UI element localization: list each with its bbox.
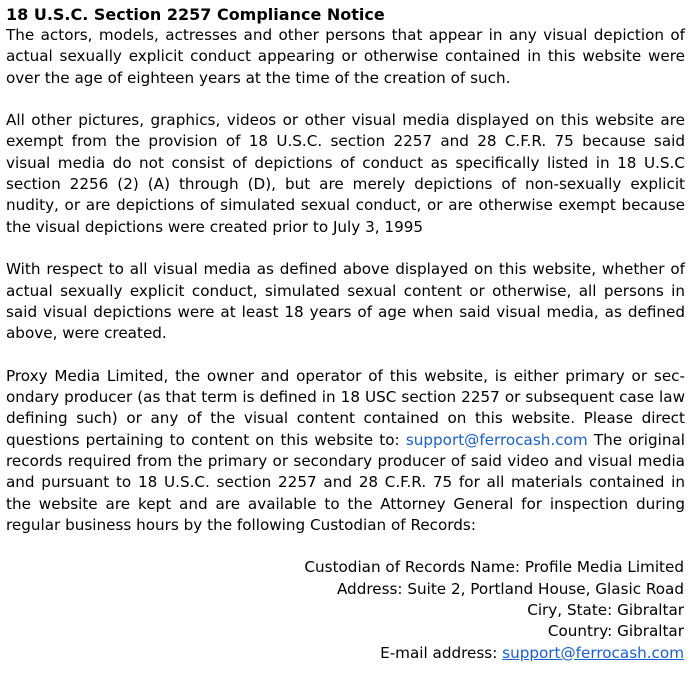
custodian-email-label: E-mail address: bbox=[380, 643, 503, 662]
custodian-country: Country: Gibraltar bbox=[547, 622, 684, 641]
producer-text-after-link: The original records required from the primary or secondary producer of said video and visual media and pursuant to 18 U.S.C. section 2257 and 28 C.F.R. 75 for all materials contained in the website are kept and are available to the Attorney General for inspection during regular business hours by the following Custodian of Records: bbox=[6, 430, 686, 534]
producer-text-before-link: Proxy Media Limited, the owner and operator of this website, is either primary or secondary producer (as that term is defined in 18 USC section 2257 or subsequent case law defining such) or any of the visual content contained on this website. Please direct questions pertaining to content on this website to: bbox=[6, 366, 685, 449]
notice-title: 18 U.S.C. Section 2257 Compliance Notice bbox=[6, 5, 385, 24]
paragraph-age-statement: The actors, models, actresses and other persons that appear in any visual depiction of actual sexually explicit conduct appearing or otherwise contained in this website were over the age of eighteen years at the time of the creation of such. bbox=[6, 26, 685, 87]
paragraph-producer-statement bbox=[6, 366, 685, 536]
custodian-of-records-block bbox=[6, 557, 685, 663]
paragraph-age-confirmation: With respect to all visual media as defined above displayed on this website, whether of actual sexually explicit conduct, simulated sexual content or otherwise, all persons in said visual depictions were at least 18 years of age when said visual media, as defined above, were created. bbox=[6, 260, 685, 343]
paragraph-exemption: All other pictures, graphics, videos or other visual media displayed on this website are exempt from the provision of 18 U.S.C. section 2257 and 28 C.F.R. 75 because said visual media do not consist of depictions of conduct as specifically listed in 18 U.S.C section 2256 (2) (A) through (D), but are merely depictions of non-sexually explicit nudity, or are depictions of simulated sexual conduct, or are otherwise exempt because the visual depictions were created prior to July 3, 1995 bbox=[6, 111, 685, 236]
custodian-name: Custodian of Records Name: Profile Media Limited bbox=[304, 558, 684, 577]
custodian-email-link[interactable]: support@ferrocash.com bbox=[502, 643, 684, 662]
custodian-email-line bbox=[6, 643, 684, 664]
custodian-city-state: Ciry, State: Gibraltar bbox=[527, 601, 684, 620]
support-email-link[interactable]: support@ferrocash.com bbox=[405, 430, 588, 449]
custodian-address: Address: Suite 2, Portland House, Glasic Road bbox=[336, 579, 684, 598]
